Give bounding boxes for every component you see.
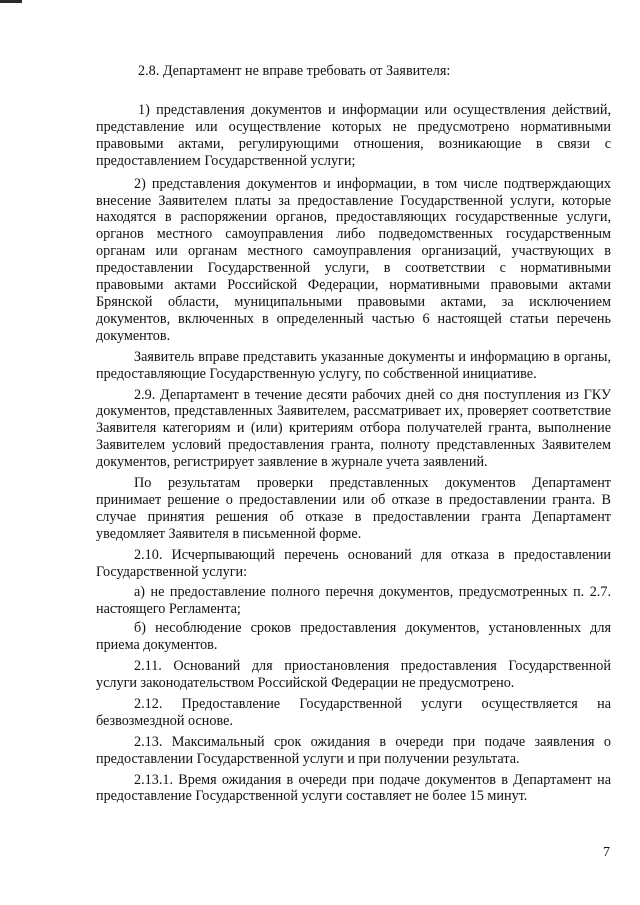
scan-corner-mark	[0, 0, 22, 3]
paragraph-item-1: 1) представления документов и информации или осуществления действий, представление или осуществление которых не предусмотрено нормативными правовыми актами, регулирующими отношения, возникающие в связи с предоставлением Государственной услуги;	[96, 102, 611, 169]
paragraph-applicant-right: Заявитель вправе представить указанные документы и информацию в органы, предоставляющие Государственную услугу, по собственной инициативе.	[96, 348, 611, 382]
paragraph-2-10: 2.10. Исчерпывающий перечень оснований для отказа в предоставлении Государственной услуги:	[96, 546, 611, 580]
section-heading: 2.8. Департамент не вправе требовать от Заявителя:	[138, 63, 451, 79]
paragraph-review-results: По результатам проверки представленных документов Департамент принимает решение о предоставлении или об отказе в предоставлении гранта. В случае принятия решения об отказе в предоставлении гранта Департамент уведомляет Заявителя в письменной форме.	[96, 475, 611, 542]
paragraph-2-11: 2.11. Оснований для приостановления предоставления Государственной услуги законодательством Российской Федерации не предусмотрено.	[96, 658, 611, 691]
paragraph-item-2: 2) представления документов и информации, в том числе подтверждающих внесение Заявителем платы за предоставление Государственной услуги, которые находятся в распоряжении органов, предоставляющих государственные услуги, органов местного самоуправления либо подведомственных государственным органам или органам местного самоуправления организаций, участвующих в предоставлении Государственной услуги, в соответствии с нормативными правовыми актами Российской Федерации, нормативными правовыми актами Брянской области, муниципальными правовыми актами, за исключением документов, включенных в определенный частью 6 настоящей статьи перечень документов.	[96, 175, 611, 344]
paragraph-2-12: 2.12. Предоставление Государственной услуги осуществляется на безвозмездной основе.	[96, 695, 611, 729]
paragraph-2-10-b: б) несоблюдение сроков предоставления документов, установленных для приема документов.	[96, 620, 611, 654]
paragraph-2-13: 2.13. Максимальный срок ожидания в очереди при подаче заявления о предоставлении Государственной услуги и при получении результата.	[96, 733, 611, 767]
paragraph-2-13-1: 2.13.1. Время ожидания в очереди при подаче документов в Департамент на предоставление Государственной услуги составляет не более 15 минут.	[96, 771, 611, 805]
document-body	[96, 62, 611, 805]
page-number: 7	[603, 845, 610, 860]
paragraph-2-10-a: а) не предоставление полного перечня документов, предусмотренных п. 2.7. настоящего Регламента;	[96, 584, 611, 618]
paragraph-2-9: 2.9. Департамент в течение десяти рабочих дней со дня поступления из ГКУ документов, представленных Заявителем, рассматривает их, проверяет соответствие Заявителя категориям и (или) критериям отбора получателей гранта, выполнение Заявителем условий предоставления гранта, полноту представленных Заявителем документов, регистрирует заявление в журнале учета заявлений.	[96, 386, 611, 471]
